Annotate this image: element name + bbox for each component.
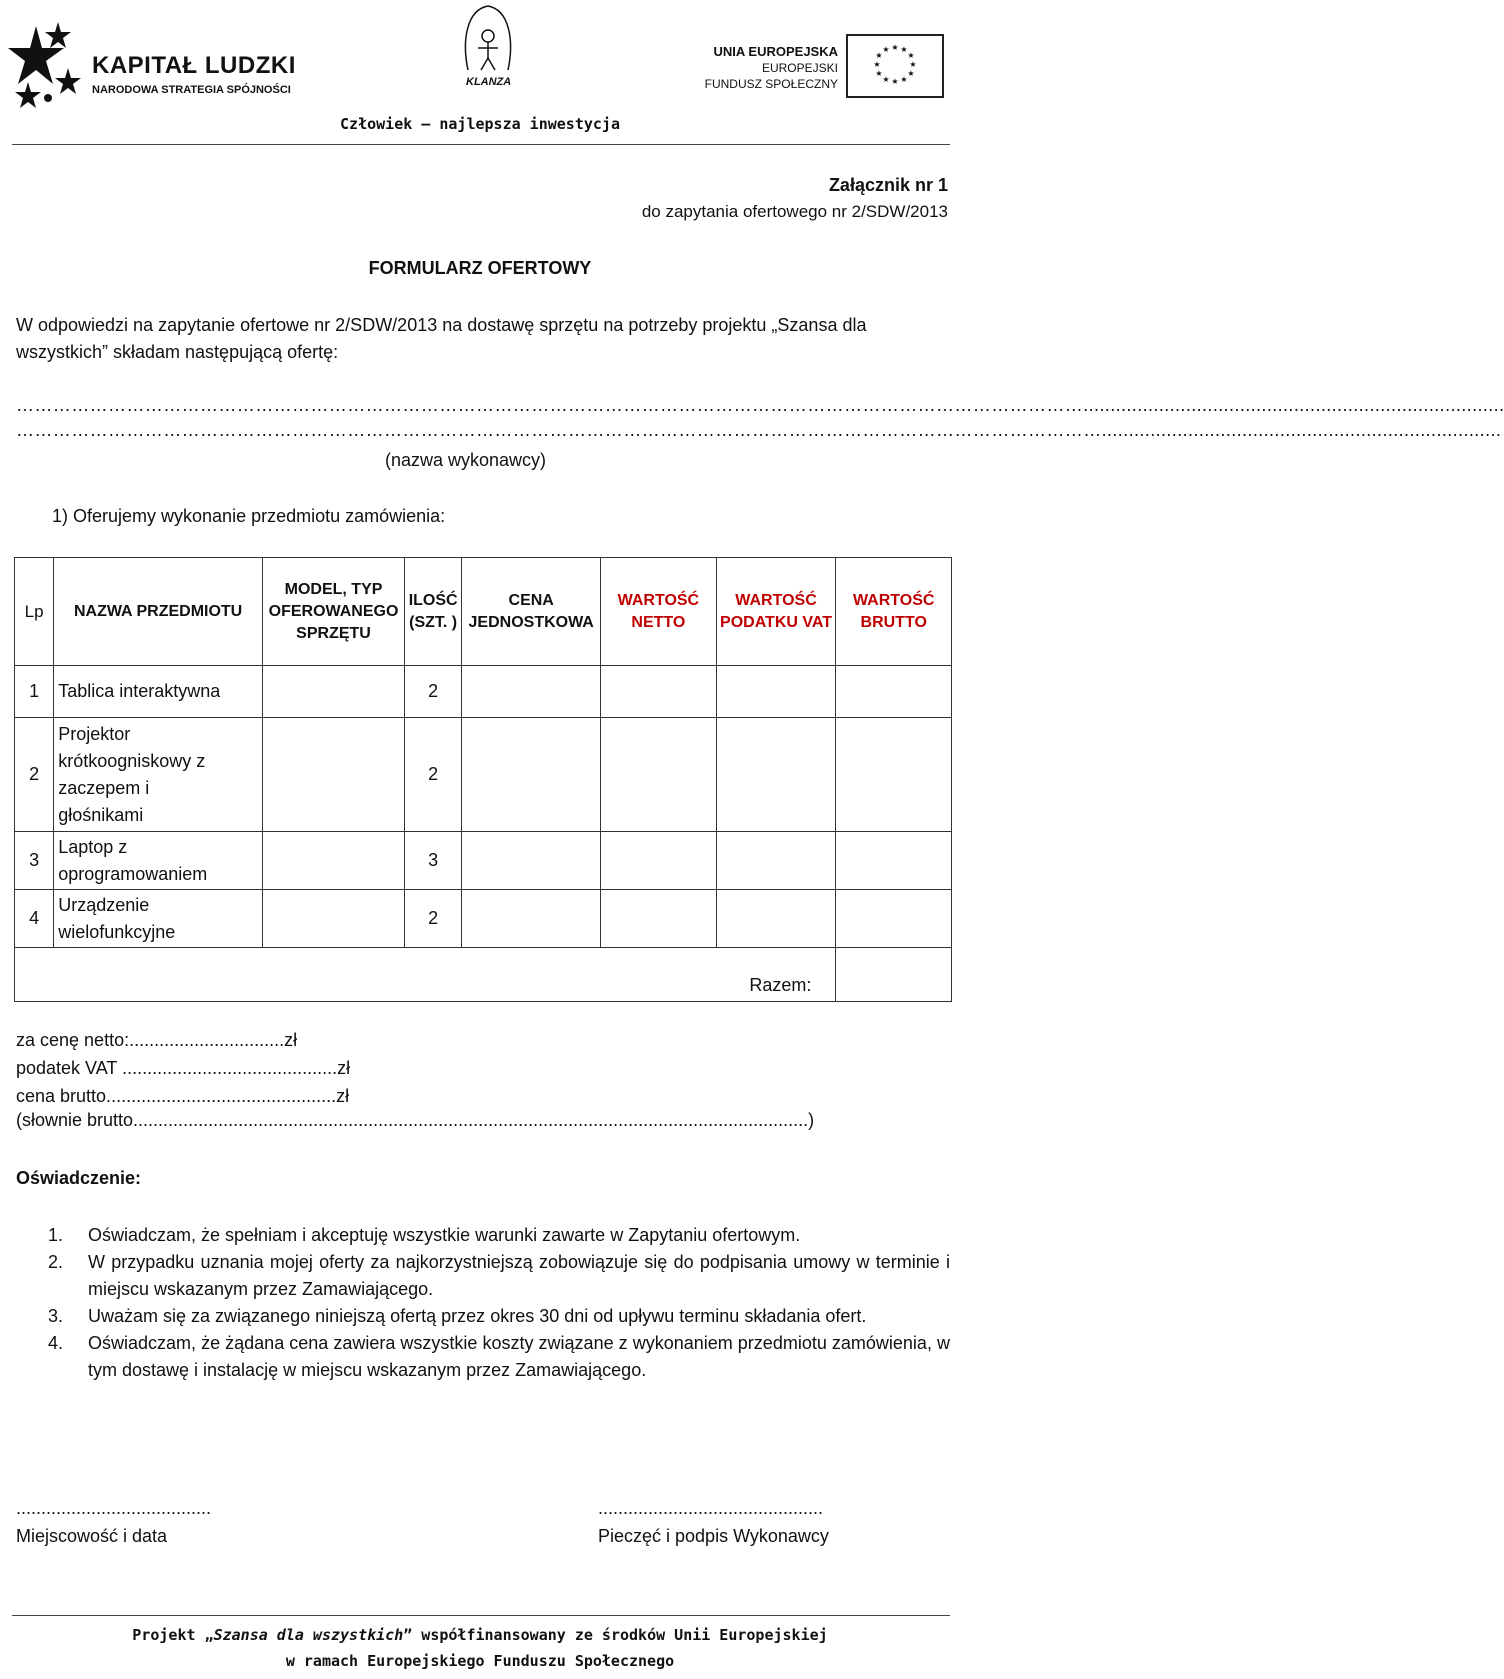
kapital-ludzki-logo [8,18,298,113]
row-lp: 4 [15,890,54,948]
statement-number: 2. [48,1252,64,1272]
row-lp: 3 [15,832,54,890]
statement-text: Uważam się za związanego niniejszą ofertą przez okres 30 dni od upływu terminu składania ofert. [88,1306,867,1326]
header-vat: WARTOŚĆ PODATKU VAT [716,558,836,666]
offer-table [14,557,952,1002]
signature-field[interactable]: ............................................. [598,1498,824,1518]
statement-text: Oświadczam, że żądana cena zawiera wszystkie koszty związane z wykonaniem przedmiotu zamówienia, w tym dostawę i instalację w miejscu wskazanym przez Zamawiającego. [88,1333,950,1380]
svg-text:★: ★ [909,60,917,69]
price-summary [16,1026,350,1110]
row-qty: 2 [405,890,462,948]
eu-line2: EUROPEJSKI [761,61,838,75]
statement-text: W przypadku uznania mojej oferty za najkorzystniejszą zobowiązuje się do podpisania umowy w terminie i miejscu wskazanym przez Zamawiającego. [88,1252,950,1299]
statement-list [16,1222,950,1384]
klanza-figure-icon [448,2,528,76]
table-row [15,890,952,948]
row-qty: 2 [405,718,462,832]
footer-line1 [0,1626,960,1644]
row-lp: 1 [15,666,54,718]
row-qty: 3 [405,832,462,890]
eu-flag-icon [846,34,944,98]
row-gross-cell[interactable] [836,890,952,948]
net-price-line[interactable]: za cenę netto:...............................zł [16,1030,298,1050]
row-model-cell[interactable] [263,718,405,832]
offer-line: 1) Oferujemy wykonanie przedmiotu zamówienia: [52,506,446,526]
total-row [15,948,952,1002]
footer-suffix: ” współfinansowany ze środków Unii Europejskiej [403,1626,828,1644]
svg-text:★: ★ [882,75,890,84]
klanza-logo [448,2,528,94]
klanza-text: KLANZA [466,76,512,88]
attachment-title: Załącznik nr 1 [828,175,948,195]
statement-number: 4. [48,1333,64,1353]
header-net: WARTOŚĆ NETTO [601,558,717,666]
row-unit-price-cell[interactable] [462,718,601,832]
svg-text:★: ★ [900,75,908,84]
attachment-subtitle: do zapytania ofertowego nr 2/SDW/2013 [641,202,948,221]
statement-item [16,1303,950,1330]
statement-item [16,1222,950,1249]
contractor-name-field-line1[interactable]: ………………………………………………………………………………………………………………………………………………………….............................................................................. [16,395,1504,415]
footer-divider [12,1615,950,1616]
place-date-field[interactable]: ....................................... [16,1498,212,1518]
intro-text: W odpowiedzi na zapytanie ofertowe nr 2/SDW/2013 na dostawę sprzętu na potrzeby projektu „Szansa dla wszystkich” składam następującą ofertę: [16,315,867,362]
row-net-cell[interactable] [601,890,717,948]
row-gross-cell[interactable] [836,832,952,890]
table-row [15,666,952,718]
table-row [15,718,952,832]
row-net-cell[interactable] [601,832,717,890]
eu-line3: FUNDUSZ SPOŁECZNY [704,77,838,91]
header-name: NAZWA PRZEDMIOTU [54,558,263,666]
motto: Człowiek – najlepsza inwestycja [340,115,620,133]
statement-number: 3. [48,1306,64,1326]
gross-price-line[interactable]: cena brutto..............................................zł [16,1086,350,1106]
row-name: Projektor krótkoogniskowy z zaczepem i głośnikami [54,718,263,832]
row-net-cell[interactable] [601,666,717,718]
svg-text:★: ★ [882,45,890,54]
header-unit-price: CENA JEDNOSTKOWA [462,558,601,666]
row-name: Urządzenie wielofunkcyjne [54,890,263,948]
footer-prefix: Projekt „ [132,1626,214,1644]
statement-item [16,1249,950,1303]
row-unit-price-cell[interactable] [462,890,601,948]
eu-logo [700,28,948,108]
contractor-name-field-line2[interactable]: …………………………………………………………………………………………………………………………………………………………….......................................................................... [16,420,1502,440]
statement-number: 1. [48,1225,64,1245]
row-name: Laptop z oprogramowaniem [54,832,263,890]
statement-title: Oświadczenie: [16,1168,142,1188]
row-gross-cell[interactable] [836,718,952,832]
place-date-label: Miejscowość i data [16,1526,168,1546]
star-logo-icon [8,18,86,108]
svg-text:★: ★ [891,43,899,52]
gross-in-words-line[interactable]: (słownie brutto.......................................................................................................................................) [16,1110,815,1130]
header-lp: Lp [15,558,54,666]
row-unit-price-cell[interactable] [462,666,601,718]
contractor-label: (nazwa wykonawcy) [385,450,547,470]
header-model: MODEL, TYP OFEROWANEGO SPRZĘTU [263,558,405,666]
row-model-cell[interactable] [263,666,405,718]
vat-line[interactable]: podatek VAT ...........................................zł [16,1058,351,1078]
table-header-row [15,558,952,666]
total-value-cell[interactable] [836,948,952,1002]
row-lp: 2 [15,718,54,832]
kapital-ludzki-title: KAPITAŁ LUDZKI [92,52,296,79]
row-model-cell[interactable] [263,832,405,890]
statement-text: Oświadczam, że spełniam i akceptuję wszystkie warunki zawarte w Zapytaniu ofertowym. [88,1225,801,1245]
svg-text:★: ★ [891,77,899,86]
total-label: Razem: [15,948,836,1002]
row-unit-price-cell[interactable] [462,832,601,890]
row-vat-cell[interactable] [716,832,836,890]
header-qty: ILOŚĆ (SZT. ) [405,558,462,666]
table-row [15,832,952,890]
row-net-cell[interactable] [601,718,717,832]
row-model-cell[interactable] [263,890,405,948]
header-gross: WARTOŚĆ BRUTTO [836,558,952,666]
row-name: Tablica interaktywna [54,666,263,718]
eu-title: UNIA EUROPEJSKA [713,44,838,59]
row-vat-cell[interactable] [716,890,836,948]
row-vat-cell[interactable] [716,718,836,832]
row-gross-cell[interactable] [836,666,952,718]
svg-text:★: ★ [907,51,915,60]
row-vat-cell[interactable] [716,666,836,718]
footer-line2: w ramach Europejskiego Funduszu Społecznego [285,1652,675,1670]
svg-text:★: ★ [875,69,883,78]
svg-text:★: ★ [900,45,908,54]
statement-item [16,1330,950,1384]
header-divider [12,144,950,145]
svg-text:★: ★ [875,51,883,60]
row-qty: 2 [405,666,462,718]
kapital-ludzki-subtitle: NARODOWA STRATEGIA SPÓJNOŚCI [92,84,291,96]
svg-text:★: ★ [907,69,915,78]
svg-text:★: ★ [873,60,881,69]
form-title: FORMULARZ OFERTOWY [368,258,592,278]
signature-label: Pieczęć i podpis Wykonawcy [598,1526,829,1546]
footer-project-name: Szansa dla wszystkich [213,1626,404,1644]
